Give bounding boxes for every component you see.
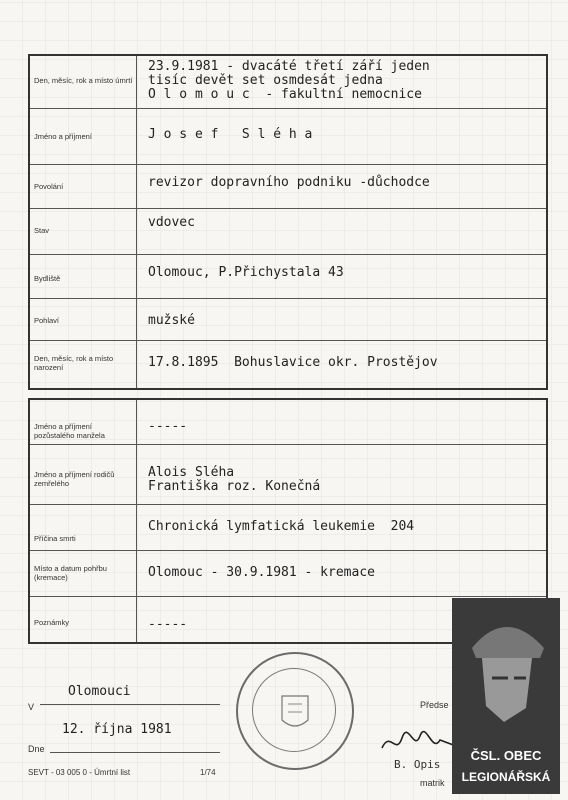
- row-death-date-place: [30, 56, 546, 109]
- label-burial: Místo a datum pohřbu (kremace): [34, 564, 107, 582]
- label-residence: Bydliště: [34, 274, 61, 283]
- row-name: [30, 108, 546, 165]
- label-notes: Poznámky: [34, 618, 70, 627]
- stamp-emblem: [238, 654, 352, 768]
- row-cause-of-death: [30, 504, 546, 551]
- legion-emblem: [452, 598, 560, 794]
- soldier-icon: [452, 598, 560, 738]
- label-birth-date-place: Den, měsíc, rok a místo narození: [34, 354, 114, 372]
- signature: [380, 728, 460, 758]
- emblem-text-2: LEGIONÁŘSKÁ: [461, 770, 551, 784]
- label-name: Jméno a příjmení: [34, 132, 92, 141]
- value-parents: Alois Sléha Františka roz. Konečná: [148, 465, 321, 494]
- label-cause-of-death: Příčina smrti: [34, 534, 76, 543]
- value-place: Olomouci: [68, 684, 131, 699]
- value-birth-date-place: 17.8.1895 Bohuslavice okr. Prostějov: [148, 355, 438, 370]
- label-dne: Dne: [28, 744, 45, 754]
- label-predseda: Předse: [420, 700, 449, 710]
- value-name: J o s e f S l é h a: [148, 127, 313, 142]
- label-death-date-place: Den, měsíc, rok a místo úmrtí: [34, 76, 133, 85]
- value-sex: mužské: [148, 313, 195, 328]
- row-occupation: [30, 164, 546, 209]
- value-cause-of-death: Chronická lymfatická leukemie 204: [148, 519, 415, 534]
- row-sex: [30, 298, 546, 341]
- municipal-stamp: [236, 652, 354, 770]
- opis-text: B. Opis: [394, 758, 441, 771]
- value-date: 12. října 1981: [62, 722, 172, 737]
- form-year: 1/74: [200, 768, 216, 777]
- row-surviving-spouse: [30, 400, 546, 445]
- value-occupation: revizor dopravního podniku -důchodce: [148, 175, 430, 190]
- death-record-section: [28, 54, 548, 390]
- label-v: V: [28, 702, 35, 712]
- place-line: [40, 704, 220, 705]
- value-surviving-spouse: -----: [148, 419, 188, 434]
- label-occupation: Povolání: [34, 182, 64, 191]
- value-death-date-place: 23.9.1981 - dvacáté třetí září jeden tisíc devět set osmdesát jedna O l o m o u c - fakultní nemocnice: [148, 59, 430, 102]
- row-residence: [30, 254, 546, 299]
- label-marital-status: Stav: [34, 226, 50, 235]
- label-sex: Pohlaví: [34, 316, 60, 325]
- matrikar-text: matrik: [420, 778, 445, 788]
- date-line: [50, 752, 220, 753]
- row-marital-status: [30, 208, 546, 255]
- row-parents: [30, 444, 546, 505]
- row-burial: [30, 550, 546, 597]
- label-surviving-spouse: Jméno a příjmení pozůstalého manžela: [34, 422, 105, 440]
- value-notes: -----: [148, 617, 188, 632]
- emblem-text-1: ČSL. OBEC: [470, 748, 542, 763]
- label-parents: Jméno a příjmení rodičů zemřelého: [34, 470, 115, 488]
- row-birth-date-place: [30, 340, 546, 386]
- value-burial: Olomouc - 30.9.1981 - kremace: [148, 565, 375, 580]
- value-marital-status: vdovec: [148, 215, 195, 230]
- form-code: SEVT - 03 005 0 - Úmrtní list: [28, 768, 131, 777]
- value-residence: Olomouc, P.Přichystala 43: [148, 265, 344, 280]
